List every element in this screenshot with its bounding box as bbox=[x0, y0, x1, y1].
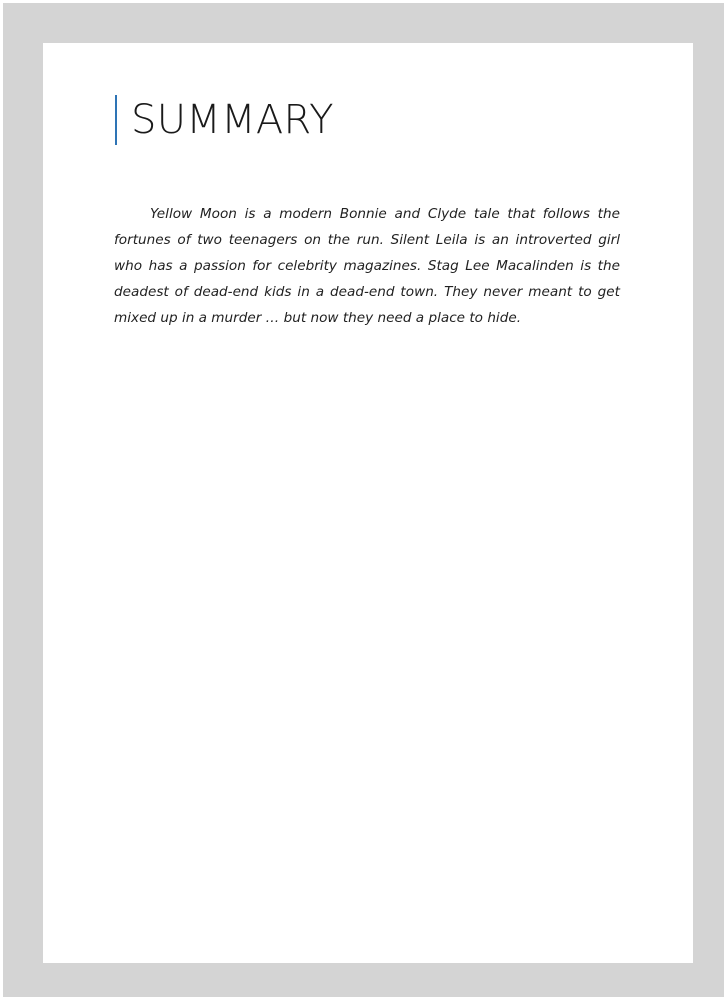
document-viewer-background bbox=[3, 3, 724, 997]
heading-accent-bar bbox=[115, 95, 117, 145]
document-page bbox=[43, 43, 693, 963]
summary-paragraph: Yellow Moon is a modern Bonnie and Clyde tale that follows the fortunes of two teenagers on the run. Silent Leila is an introverted girl who has a passion for celebrity magazines. Stag Lee Macalinden is the deadest of dead-end kids in a dead-end town. They never meant to get mixed up in a murder … but now they need a place to hide. bbox=[114, 206, 620, 326]
section-heading bbox=[115, 95, 334, 145]
page-title: SUMMARY bbox=[131, 97, 334, 143]
